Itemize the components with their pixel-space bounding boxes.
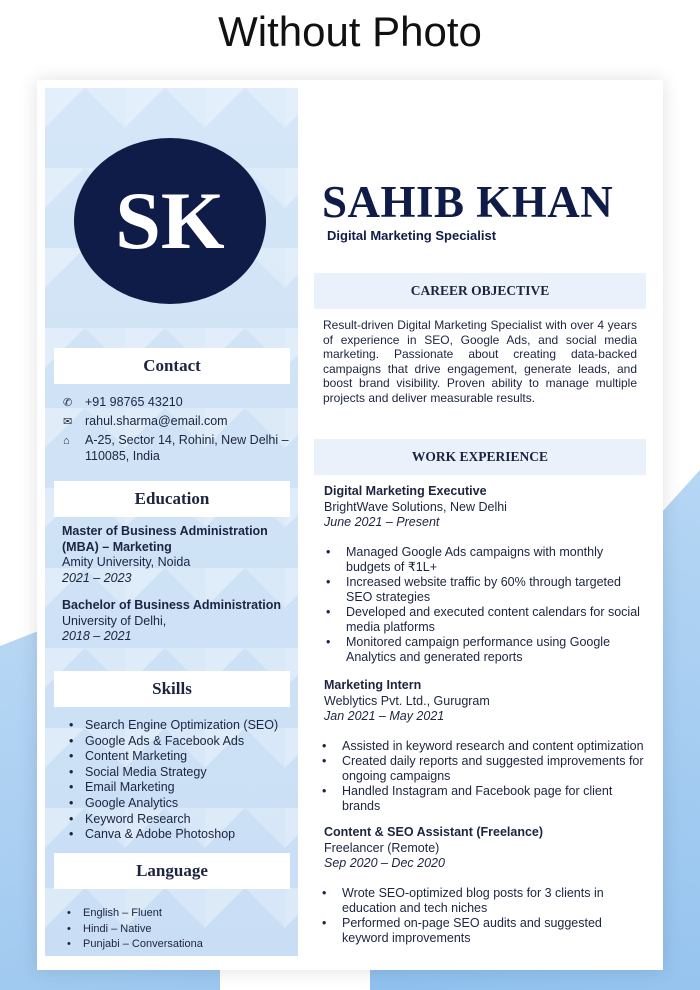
phone-icon: ✆ [63,397,73,409]
job-bullets [342,886,650,946]
language-item: • Punjabi – Conversationa [83,937,203,953]
contact-address-line2: 110085, India [85,449,160,463]
skill-item: • Canva & Adobe Photoshop [85,827,278,843]
job-bullet: • Created daily reports and suggested improvements for ongoing campaigns [342,754,650,784]
contact-list [63,394,293,466]
job-bullet: • Monitored campaign performance using Google Analytics and generated reports [346,635,650,665]
page-heading: Without Photo [218,8,482,55]
candidate-name: SAHIB KHAN [322,177,614,227]
job-bullets [342,739,650,814]
education-school: University of Delhi, [62,613,167,628]
contact-address [63,432,293,464]
education-years: 2021 – 2023 [62,570,132,585]
job-date: Jan 2021 – May 2021 [324,709,445,723]
job-bullet: • Assisted in keyword research and content optimization [342,739,650,754]
contact-address-line1: A-25, Sector 14, Rohini, New Delhi – [85,433,289,447]
language-heading: Language [54,853,290,889]
language-list [83,906,203,953]
education-item [62,524,292,586]
job-bullet: • Performed on-page SEO audits and suggested keyword improvements [342,916,650,946]
education-heading: Education [54,481,290,517]
skill-item: • Keyword Research [85,812,278,828]
skill-item: • Content Marketing [85,749,278,765]
contact-phone [63,394,293,411]
resume-page [37,80,663,970]
mail-icon: ✉ [63,416,73,428]
job-entry [324,678,650,814]
skill-item: • Email Marketing [85,780,278,796]
career-objective-heading: CAREER OBJECTIVE [314,273,646,309]
skill-item: • Google Ads & Facebook Ads [85,734,278,750]
job-bullet: • Handled Instagram and Facebook page for client brands [342,784,650,814]
skill-item: • Social Media Strategy [85,765,278,781]
contact-email [63,413,293,430]
job-company: Freelancer (Remote) [324,840,440,855]
job-entry [324,484,650,665]
job-title: Digital Marketing Executive [324,484,487,498]
skill-item: • Google Analytics [85,796,278,812]
job-company: Weblytics Pvt. Ltd., Gurugram [324,693,490,708]
education-item [62,598,292,645]
home-icon: ⌂ [63,435,70,447]
career-objective-text: Result-driven Digital Marketing Specialist with over 4 years of experience in SEO, Google Ads, and social media marketing. Passionate about creating data-backed campaigns that drive engagement, generate leads, and boost brand visibility. Proven ability to manage multiple projects and deliver measurable results. [323,318,637,405]
language-item: • Hindi – Native [83,922,203,938]
job-bullet: • Managed Google Ads campaigns with monthly budgets of ₹1L+ [346,545,650,575]
language-item: • English – Fluent [83,906,203,922]
job-date: June 2021 – Present [324,515,440,529]
contact-email-text: rahul.sharma@email.com [85,414,228,428]
job-bullet: • Increased website traffic by 60% through targeted SEO strategies [346,575,650,605]
candidate-role: Digital Marketing Specialist [327,228,497,243]
skills-list [85,718,278,843]
skills-heading: Skills [54,671,290,707]
contact-phone-text: +91 98765 43210 [85,395,183,409]
monogram-avatar: SK [74,138,266,304]
job-bullet: • Wrote SEO-optimized blog posts for 3 clients in education and tech niches [342,886,650,916]
job-bullets [346,545,650,665]
job-title: Content & SEO Assistant (Freelance) [324,825,544,839]
education-degree: Master of Business Administration [62,524,268,538]
education-degree: Bachelor of Business Administration [62,598,282,612]
work-experience-heading: WORK EXPERIENCE [314,439,646,475]
job-date: Sep 2020 – Dec 2020 [324,856,445,870]
education-years: 2018 – 2021 [62,629,132,643]
contact-heading: Contact [54,348,290,384]
job-bullet: • Developed and executed content calendars for social media platforms [346,605,650,635]
sidebar [45,88,298,956]
job-company: BrightWave Solutions, New Delhi [324,499,507,514]
education-degree-line2: (MBA) – Marketing [62,539,172,554]
education-school: Amity University, Noida [62,555,191,569]
job-entry [324,825,650,946]
job-title: Marketing Intern [324,678,422,692]
skill-item: • Search Engine Optimization (SEO) [85,718,278,734]
